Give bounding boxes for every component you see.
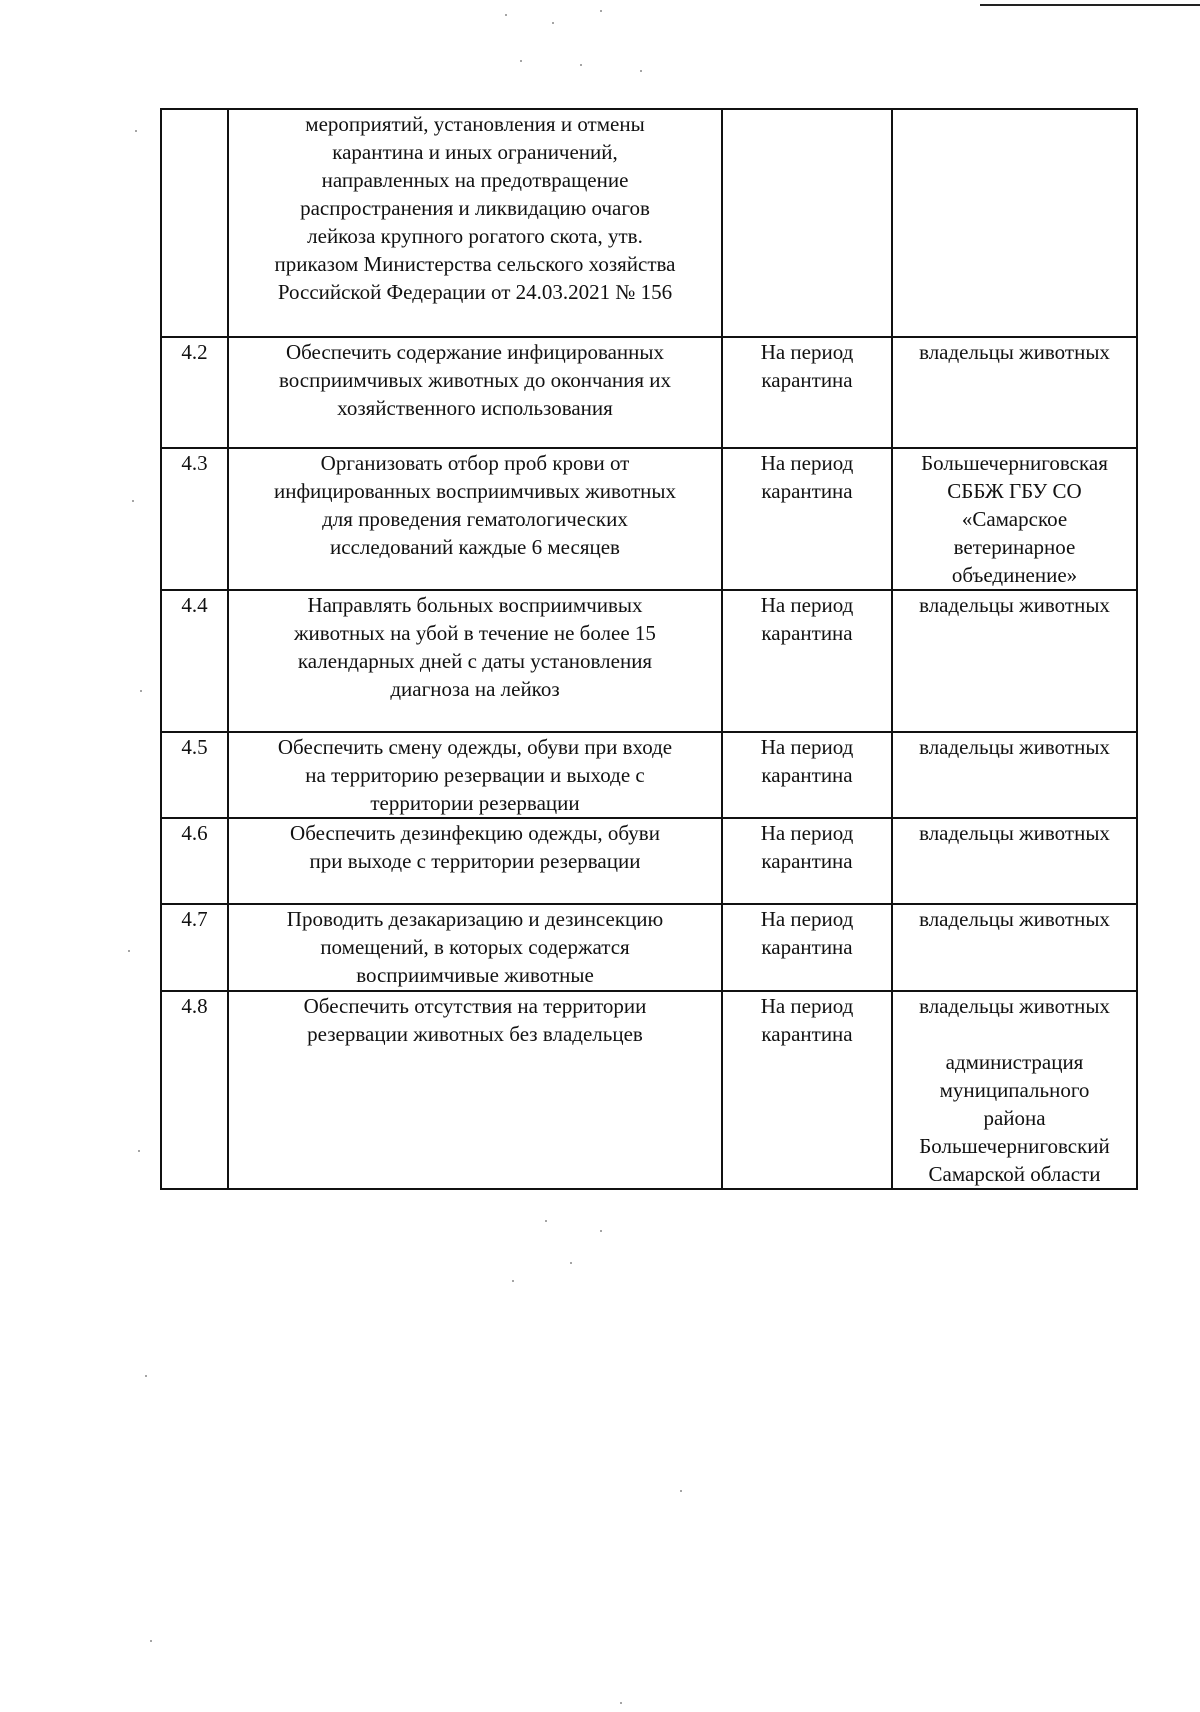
row-number: 4.7 — [161, 904, 228, 991]
scan-speck — [640, 70, 642, 72]
row-term: На период карантина — [722, 448, 892, 590]
scan-speck — [145, 1375, 147, 1377]
row-responsible: Большечерниговская СББЖ ГБУ СО «Самарское ветеринарное объединение» — [892, 448, 1137, 590]
scan-speck — [580, 64, 582, 66]
row-responsible-cell — [892, 991, 1137, 1189]
row-responsible-extra: администрация муниципального района Большечерниговский Самарской области — [919, 1050, 1110, 1186]
scan-speck — [552, 22, 554, 24]
scan-speck — [620, 1702, 622, 1704]
row-responsible — [892, 109, 1137, 337]
scan-speck — [505, 14, 507, 16]
scan-speck — [512, 1280, 514, 1282]
row-responsible: владельцы животных — [892, 337, 1137, 448]
row-term: На период карантина — [722, 337, 892, 448]
scan-speck — [140, 690, 142, 692]
row-action: Обеспечить дезинфекцию одежды, обуви при выходе с территории резервации — [228, 818, 722, 904]
scan-speck — [600, 10, 602, 12]
row-number: 4.8 — [161, 991, 228, 1189]
scan-speck — [150, 1640, 152, 1642]
row-action: Организовать отбор проб крови от инфицированных восприимчивых животных для проведения гематологических исследований каждые 6 месяцев — [228, 448, 722, 590]
scan-speck — [132, 500, 134, 502]
row-action: Обеспечить содержание инфицированных восприимчивых животных до окончания их хозяйственного использования — [228, 337, 722, 448]
row-number: 4.3 — [161, 448, 228, 590]
row-term: На период карантина — [722, 590, 892, 732]
row-number: 4.4 — [161, 590, 228, 732]
row-action: Направлять больных восприимчивых животных на убой в течение не более 15 календарных дней с даты установления диагноза на лейкоз — [228, 590, 722, 732]
scan-speck — [520, 60, 522, 62]
row-action: Проводить дезакаризацию и дезинсекцию помещений, в которых содержатся восприимчивые животные — [228, 904, 722, 991]
table-row — [161, 448, 1137, 590]
row-responsible: владельцы животных — [919, 994, 1110, 1018]
row-term: На период карантина — [722, 904, 892, 991]
row-number: 4.6 — [161, 818, 228, 904]
scan-speck — [680, 1490, 682, 1492]
row-action: Обеспечить отсутствия на территории резервации животных без владельцев — [228, 991, 722, 1189]
row-responsible: владельцы животных — [892, 732, 1137, 818]
scan-speck — [570, 1262, 572, 1264]
row-number: 4.2 — [161, 337, 228, 448]
row-responsible: владельцы животных — [892, 590, 1137, 732]
row-term: На период карантина — [722, 991, 892, 1189]
scan-speck — [135, 130, 137, 132]
table-row — [161, 732, 1137, 818]
responsible-gap — [899, 1020, 1130, 1048]
scan-speck — [545, 1220, 547, 1222]
row-term: На период карантина — [722, 818, 892, 904]
scan-speck — [600, 1230, 602, 1232]
scan-speck — [138, 1150, 140, 1152]
row-action: мероприятий, установления и отмены карантина и иных ограничений, направленных на предотвращение распространения и ликвидацию очагов лейкоза крупного рогатого скота, утв. приказом Министерства сельского хозяйства Российской Федерации от 24.03.2021 № 156 — [228, 109, 722, 337]
measures-table — [160, 108, 1138, 1190]
table-row — [161, 109, 1137, 337]
table-row — [161, 818, 1137, 904]
row-responsible: владельцы животных — [892, 904, 1137, 991]
table-row — [161, 590, 1137, 732]
row-number: 4.5 — [161, 732, 228, 818]
row-term — [722, 109, 892, 337]
row-number — [161, 109, 228, 337]
page-corner-line — [980, 4, 1200, 6]
row-responsible: владельцы животных — [892, 818, 1137, 904]
table-row — [161, 991, 1137, 1189]
table-row — [161, 337, 1137, 448]
table-row — [161, 904, 1137, 991]
row-term: На период карантина — [722, 732, 892, 818]
row-action: Обеспечить смену одежды, обуви при входе на территорию резервации и выходе с территории резервации — [228, 732, 722, 818]
scan-speck — [128, 950, 130, 952]
